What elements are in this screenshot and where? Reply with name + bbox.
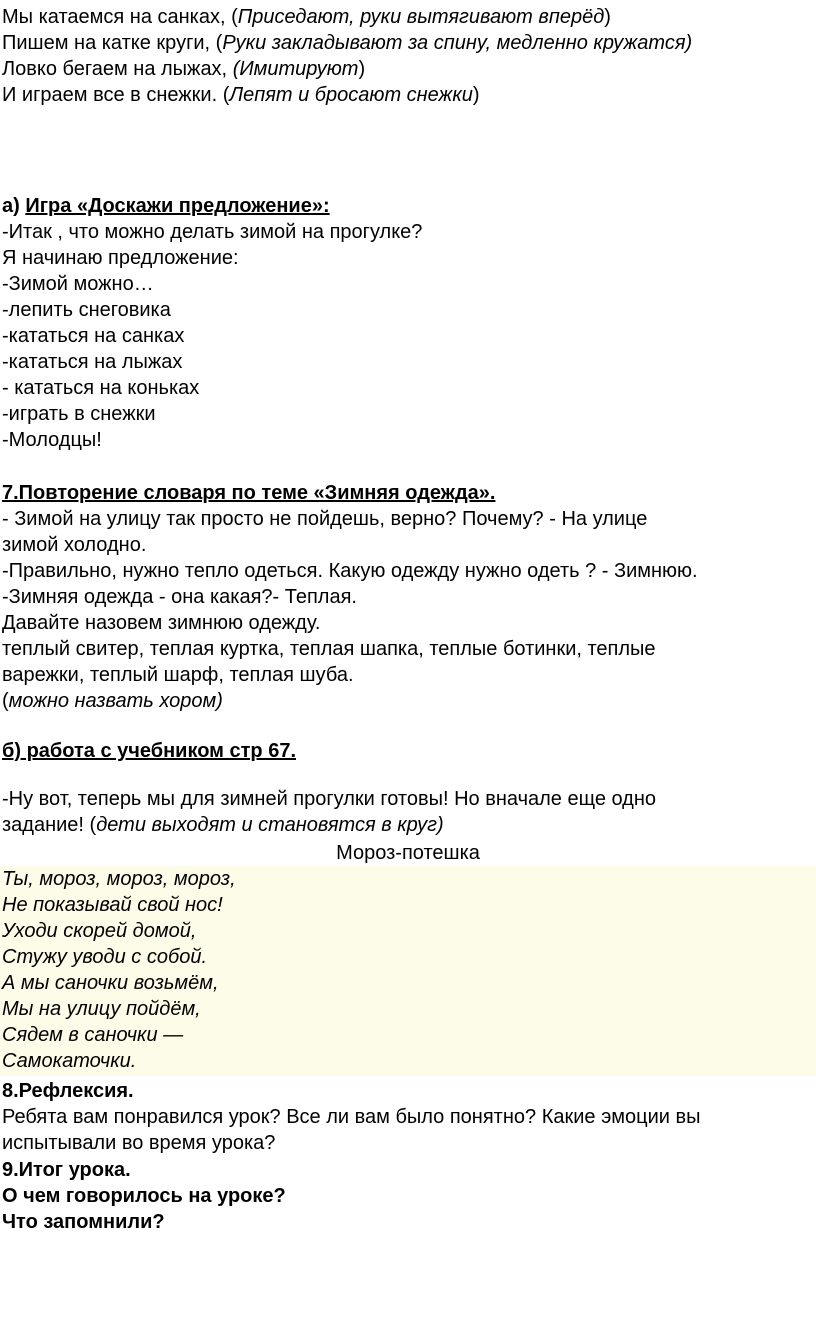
game-line: -лепить снеговика xyxy=(2,299,171,321)
summary-title: 9.Итог урока. xyxy=(2,1159,131,1181)
poem-line: Ты, мороз, мороз, мороз, xyxy=(2,868,236,890)
reflection-line: Ребята вам понравился урок? Все ли вам было понятно? Какие эмоции вы xyxy=(2,1106,701,1128)
exercise-text: И играем все в снежки. ( xyxy=(2,84,230,106)
textbook-line: -Ну вот, теперь мы для зимней прогулки готовы! Но вначале еще одно xyxy=(2,788,657,810)
poem-line: Стужу уводи с собой. xyxy=(2,946,208,968)
exercise-action: Приседают, руки вытягивают вперёд xyxy=(237,6,605,28)
game-heading xyxy=(2,193,330,219)
poem-line: Мы на улицу пойдём, xyxy=(2,998,201,1020)
vocab-line: -Зимняя одежда - она какая?- Теплая. xyxy=(2,586,357,608)
exercise-close: ) xyxy=(472,84,480,106)
vocab-line: теплый свитер, теплая куртка, теплая шапка, теплые ботинки, теплые xyxy=(2,638,656,660)
vocab-line: варежки, теплый шарф, теплая шуба. xyxy=(2,664,354,686)
game-line: -Зимой можно… xyxy=(2,273,154,295)
exercise-close: ) xyxy=(604,6,611,28)
vocab-line: - Зимой на улицу так просто не пойдешь, верно? Почему? - На улице xyxy=(2,508,648,530)
textbook-line xyxy=(2,812,444,838)
game-line: Я начинаю предложение: xyxy=(2,247,239,269)
poem-line: Уходи скорей домой, xyxy=(2,920,197,942)
reflection-line: испытывали во время урока? xyxy=(2,1132,276,1154)
exercise-line xyxy=(2,4,611,30)
exercise-action: Лепят и бросают снежки xyxy=(229,84,473,106)
exercise-text: Ловко бегаем на лыжах, xyxy=(2,58,233,80)
textbook-title: б) работа с учебником стр 67. xyxy=(2,740,297,762)
exercise-line xyxy=(2,56,365,82)
exercise-line xyxy=(2,82,480,108)
exercise-action: Руки закладывают за спину, медленно кружатся) xyxy=(222,32,693,54)
game-line: -кататься на лыжах xyxy=(2,351,183,373)
vocab-note-open: ( xyxy=(2,690,9,712)
poem-title: Мороз-потешка xyxy=(336,842,480,864)
poem-line: Самокаточки. xyxy=(2,1050,137,1072)
game-line: -Молодцы! xyxy=(2,429,102,451)
poem-line: Сядем в саночки — xyxy=(2,1024,184,1046)
exercise-action: (Имитируют xyxy=(232,58,359,80)
summary-line: О чем говорилось на уроке? xyxy=(2,1185,286,1207)
exercise-close: ) xyxy=(358,58,366,80)
game-line: -кататься на санках xyxy=(2,325,185,347)
game-title: Игра «Доскажи предложение»: xyxy=(25,195,330,217)
game-prefix: а) xyxy=(2,195,26,217)
game-line: - кататься на коньках xyxy=(2,377,200,399)
poem-line: А мы саночки возьмём, xyxy=(2,972,219,994)
poem-line: Не показывай свой нос! xyxy=(2,894,223,916)
vocab-line: -Правильно, нужно тепло одеться. Какую одежду нужно одеть ? - Зимнюю. xyxy=(2,560,698,582)
exercise-text: Мы катаемся на санках, ( xyxy=(2,6,238,28)
reflection-title: 8.Рефлексия. xyxy=(2,1080,134,1102)
vocab-title: 7.Повторение словаря по теме «Зимняя одежда». xyxy=(2,482,496,504)
game-line: -Итак , что можно делать зимой на прогулке? xyxy=(2,221,423,243)
vocab-note xyxy=(2,688,223,714)
textbook-italic: дети выходят и становятся в круг) xyxy=(96,814,444,836)
exercise-text: Пишем на катке круги, ( xyxy=(2,32,223,54)
exercise-line xyxy=(2,30,692,56)
vocab-line: зимой холодно. xyxy=(2,534,147,556)
game-line: -играть в снежки xyxy=(2,403,156,425)
summary-line: Что запомнили? xyxy=(2,1211,165,1233)
vocab-line: Давайте назовем зимнюю одежду. xyxy=(2,612,321,634)
vocab-note-text: можно назвать хором) xyxy=(8,690,223,712)
textbook-text: задание! ( xyxy=(2,814,97,836)
